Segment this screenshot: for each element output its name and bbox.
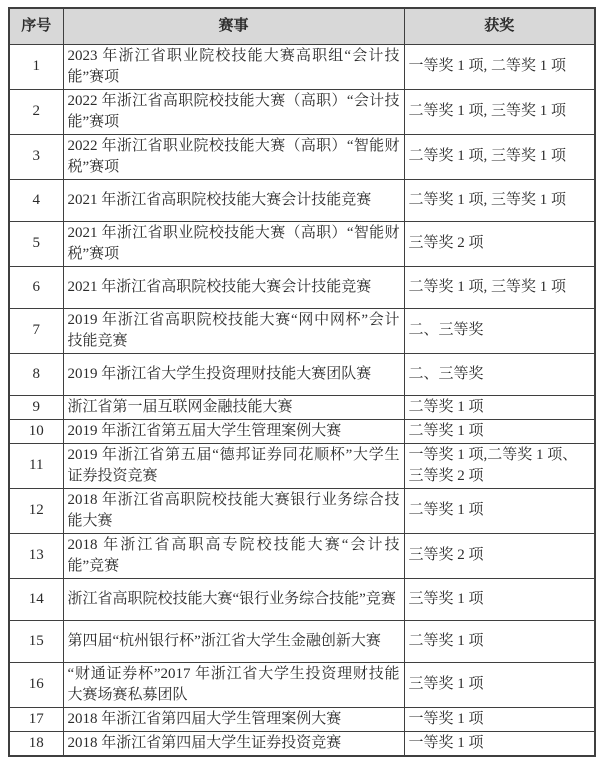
row-number-cell: 13 [9, 533, 63, 578]
award-cell: 三等奖 1 项 [404, 578, 595, 620]
award-cell: 三等奖 1 项 [404, 662, 595, 707]
table-row [9, 89, 595, 134]
table-row [9, 353, 595, 395]
row-number-cell: 7 [9, 308, 63, 353]
competition-cell: 2018 年浙江省高职高专院校技能大赛“会计技能”竞赛 [63, 533, 404, 578]
award-cell: 一等奖 1 项,二等奖 1 项、三等奖 2 项 [404, 443, 595, 488]
row-number-cell: 11 [9, 443, 63, 488]
award-cell: 一等奖 1 项 [404, 707, 595, 731]
table-row [9, 134, 595, 179]
competition-cell: 2021 年浙江省职业院校技能大赛（高职）“智能财税”赛项 [63, 221, 404, 266]
competition-cell: 2018 年浙江省第四届大学生管理案例大赛 [63, 707, 404, 731]
award-cell: 二、三等奖 [404, 308, 595, 353]
row-number-cell: 12 [9, 488, 63, 533]
row-number-cell: 9 [9, 395, 63, 419]
table-row [9, 308, 595, 353]
award-cell: 一等奖 1 项 [404, 731, 595, 756]
row-number-cell: 17 [9, 707, 63, 731]
award-cell: 二等奖 1 项, 三等奖 1 项 [404, 266, 595, 308]
competition-cell: 2021 年浙江省高职院校技能大赛会计技能竞赛 [63, 266, 404, 308]
competition-cell: 第四届“杭州银行杯”浙江省大学生金融创新大赛 [63, 620, 404, 662]
table-header-row [9, 8, 595, 44]
competition-cell: 2019 年浙江省第五届大学生管理案例大赛 [63, 419, 404, 443]
table-row [9, 443, 595, 488]
competition-cell: 浙江省高职院校技能大赛“银行业务综合技能”竞赛 [63, 578, 404, 620]
table-row [9, 707, 595, 731]
competition-cell: 2018 年浙江省第四届大学生证券投资竞赛 [63, 731, 404, 756]
table-row [9, 533, 595, 578]
award-cell: 二等奖 1 项 [404, 395, 595, 419]
award-cell: 二等奖 1 项 [404, 488, 595, 533]
competition-cell: 2018 年浙江省高职院校技能大赛银行业务综合技能大赛 [63, 488, 404, 533]
table-row [9, 419, 595, 443]
header-competition: 赛事 [63, 8, 404, 44]
row-number-cell: 4 [9, 179, 63, 221]
competition-cell: 2022 年浙江省职业院校技能大赛（高职）“智能财税”赛项 [63, 134, 404, 179]
award-cell: 二等奖 1 项 [404, 419, 595, 443]
award-cell: 一等奖 1 项, 二等奖 1 项 [404, 44, 595, 89]
competition-cell: 2021 年浙江省高职院校技能大赛会计技能竞赛 [63, 179, 404, 221]
table-row [9, 266, 595, 308]
table-row [9, 179, 595, 221]
row-number-cell: 18 [9, 731, 63, 756]
table-row [9, 662, 595, 707]
table-row [9, 395, 595, 419]
table-row [9, 731, 595, 756]
row-number-cell: 6 [9, 266, 63, 308]
header-award: 获奖 [404, 8, 595, 44]
row-number-cell: 16 [9, 662, 63, 707]
table-row [9, 44, 595, 89]
row-number-cell: 8 [9, 353, 63, 395]
award-cell: 二等奖 1 项, 三等奖 1 项 [404, 89, 595, 134]
table-row [9, 221, 595, 266]
row-number-cell: 2 [9, 89, 63, 134]
award-cell: 二等奖 1 项, 三等奖 1 项 [404, 179, 595, 221]
competition-cell: 浙江省第一届互联网金融技能大赛 [63, 395, 404, 419]
award-cell: 二等奖 1 项, 三等奖 1 项 [404, 134, 595, 179]
competition-cell: 2019 年浙江省第五届“德邦证券同花顺杯”大学生证券投资竞赛 [63, 443, 404, 488]
competition-cell: 2019 年浙江省大学生投资理财技能大赛团队赛 [63, 353, 404, 395]
row-number-cell: 1 [9, 44, 63, 89]
row-number-cell: 15 [9, 620, 63, 662]
competition-cell: 2019 年浙江省高职院校技能大赛“网中网杯”会计技能竞赛 [63, 308, 404, 353]
table-row [9, 488, 595, 533]
award-cell: 三等奖 2 项 [404, 221, 595, 266]
row-number-cell: 14 [9, 578, 63, 620]
competition-cell: “财通证券杯”2017 年浙江省大学生投资理财技能大赛场赛私募团队 [63, 662, 404, 707]
competition-cell: 2023 年浙江省职业院校技能大赛高职组“会计技能”赛项 [63, 44, 404, 89]
row-number-cell: 3 [9, 134, 63, 179]
award-cell: 二、三等奖 [404, 353, 595, 395]
table-row [9, 620, 595, 662]
header-number: 序号 [9, 8, 63, 44]
awards-table [8, 7, 596, 757]
award-cell: 二等奖 1 项 [404, 620, 595, 662]
competition-cell: 2022 年浙江省高职院校技能大赛（高职）“会计技能”赛项 [63, 89, 404, 134]
table-row [9, 578, 595, 620]
award-cell: 三等奖 2 项 [404, 533, 595, 578]
row-number-cell: 5 [9, 221, 63, 266]
row-number-cell: 10 [9, 419, 63, 443]
